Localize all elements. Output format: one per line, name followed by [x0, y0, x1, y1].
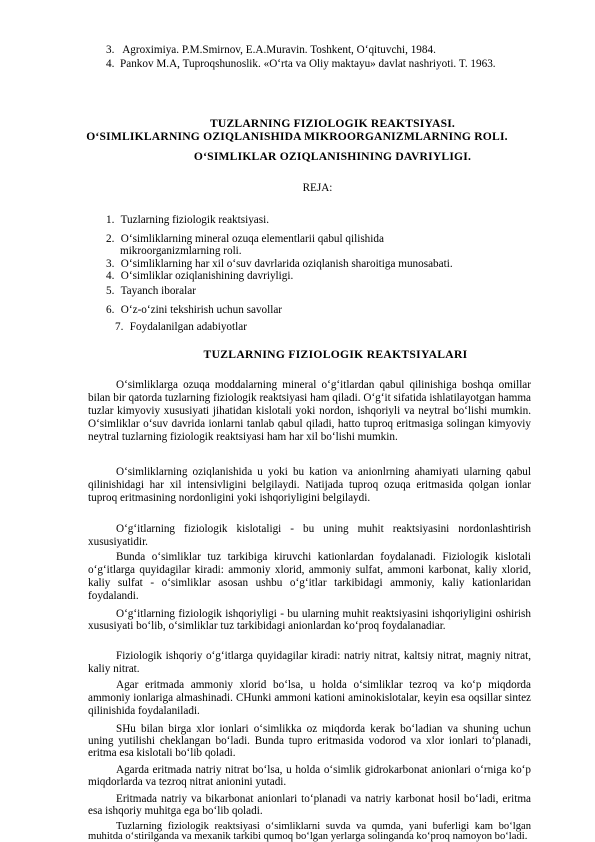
body-paragraph-8: SHu bilan birga xlor ionlari o‘simlikka oz miqdorda kerak bo‘ladian va shuning uchun uning yutilishi cheklangan bo‘ladi. Bunda tupro eritmasida vodorod va xlor ionlari to‘planadi, eritma esa kislotali bo‘lib qoladi.: [88, 723, 531, 759]
plan-item-2: [106, 233, 384, 245]
plan-item-4: [106, 270, 293, 282]
plan-number: 2.: [106, 233, 115, 245]
reference-text: Agroximiya. P.M.Smirnov, E.A.Muravin. Toshkent, O‘qituvchi, 1984.: [122, 44, 436, 56]
section-heading: TUZLARNING FIZIOLOGIK REAKTSIYALARI: [203, 348, 468, 361]
body-paragraph-2: O‘simliklarning oziqlanishida u yoki bu kation va anionlrning ahamiyati ularning qabul qilinishidagi har xil intensivligini belgilaydi. Natijada tuproq ozuqa eritmasida qolgan ionlar tuproq eritmasining nordonligini yoki ishqoriyligini belgilaydi.: [88, 466, 531, 504]
plan-item-6: [106, 304, 282, 316]
body-paragraph-6: Fiziologik ishqoriy o‘g‘itlarga quyidagilar kiradi: natriy nitrat, kaltsiy nitrat, magniy nitrat, kaliy nitrat.: [88, 650, 531, 675]
plan-number: 6.: [106, 304, 115, 316]
body-paragraph-3: O‘g‘itlarning fiziologik kislotaligi - bu uning muhit reaktsiyasini nordonlashtirish xususiyatidir.: [88, 523, 531, 548]
plan-item-7: [115, 321, 247, 333]
body-paragraph-10: Eritmada natriy va bikarbonat anionlari to‘planadi va natriy karbonat hosil bo‘ladi, eritma esa ishqoriy muhitga ega bo‘lib qoladi.: [88, 793, 531, 817]
page-title-line-3: O‘SIMLIKLAR OZIQLANISHINING DAVRIYLIGI.: [193, 150, 472, 163]
plan-item-5: [106, 285, 196, 297]
body-paragraph-5: O‘g‘itlarning fiziologik ishqoriyligi - bu ularning muhit reaktsiyasini ishqoriyligini oshirish xususiyati bo‘lib, o‘simliklar tuz tarkibidagi anionlardan ko‘proq foydalanadiar.: [88, 608, 531, 632]
plan-number: 3.: [106, 258, 115, 270]
reference-number: 3.: [106, 44, 115, 56]
plan-text: O‘z-o‘zini tekshirish uchun savollar: [120, 304, 283, 316]
body-paragraph-9: Agarda eritmada natriy nitrat bo‘lsa, u holda o‘simlik gidrokarbonat anionlari o‘rniga ko‘p miqdorlarda va tezroq nitrat anionini yutadi.: [88, 764, 531, 788]
plan-item-3: [106, 258, 453, 270]
page-title-line-2: O‘SIMLIKLARNING OZIQLANISHIDA MIKROORGANIZMLARNING ROLI.: [86, 130, 508, 143]
body-paragraph-1: O‘simliklarga ozuqa moddalarning mineral o‘g‘itlardan qabul qilinishiga boshqa omillar bilan bir qatorda tuzlarning fiziologik reaktsiyasi ham qiladi. O‘g‘it sifatida ishlatilayotgan hamma tuzlar kimyoviy xususiyati jihatidan kislotali yoki nordon, ishqoriyli va neytral bo‘lishi mumkin. O‘simliklar o‘suv davrida ionlarni tanlab qabul qiladi, hatto tuproq eritmasiga solingan kimyoviy neytral tuzlarning fiziologik reaktsiyasi ham har xil bo‘lishi mumkin.: [88, 379, 531, 443]
reference-item-3: [106, 44, 436, 57]
reference-text: Pankov M.A, Tuproqshunoslik. «O‘rta va Oliy maktayu» davlat nashriyoti. T. 1963.: [120, 58, 496, 70]
plan-text: O‘simliklarning mineral ozuqa elementlarii qabul qilishida: [120, 233, 384, 245]
body-paragraph-7: Agar eritmada ammoniy xlorid bo‘lsa, u holda o‘simliklar tezroq va ko‘p miqdorda ammoniy ionlariga almashinadi. CHunki ammoni kationi aminokislotalar, keyin esa oqsillar sintez qilinishida foydalaniladi.: [88, 679, 531, 717]
page-title-line-1: TUZLARNING FIZIOLOGIK REAKTSIYASI.: [209, 117, 456, 130]
plan-text: Foydalanilgan adabiyotlar: [129, 321, 247, 333]
body-paragraph-4: Bunda o‘simliklar tuz tarkibiga kiruvchi kationlardan foydalanadi. Fiziologik kislotali o‘g‘itlarga quyidagilar kiradi: ammoniy xlorid, ammoniy sulfat, ammoni karbonat, kaliy xlorid, kaliy sulfat - o‘simliklar asosan ushbu o‘g‘itlar tarkibidagi ammoniy, kaliy kationlaridan foydalandi.: [88, 551, 531, 602]
plan-number: 1.: [106, 214, 115, 226]
plan-text: O‘simliklarning har xil o‘suv davrlarida oziqlanish sharoitiga munosabati.: [120, 258, 453, 270]
plan-text: Tuzlarning fiziologik reaktsiyasi.: [120, 214, 270, 226]
body-paragraph-11: Tuzlarning fiziologik reaktsiyasi o‘simliklarni suvda va qumda, yani buferligi kam bo‘lgan muhitda o‘stirilganda va mexanik tarkibi qumoq bo‘lgan yerlarga solinganda ko‘proq namoyon bo‘ladi.: [88, 821, 531, 842]
reference-item-4: [106, 58, 546, 71]
reference-number: 4.: [106, 58, 115, 70]
plan-number: 4.: [106, 270, 115, 282]
plan-text: O‘simliklar oziqlanishining davriyligi.: [120, 270, 294, 282]
plan-item-2-continuation: mikroorganizmlarning roli.: [120, 245, 242, 257]
plan-number: 5.: [106, 285, 115, 297]
plan-text: Tayanch iboralar: [120, 285, 196, 297]
plan-heading: REJA:: [302, 182, 333, 194]
plan-number: 7.: [115, 321, 124, 333]
plan-item-1: [106, 214, 269, 226]
